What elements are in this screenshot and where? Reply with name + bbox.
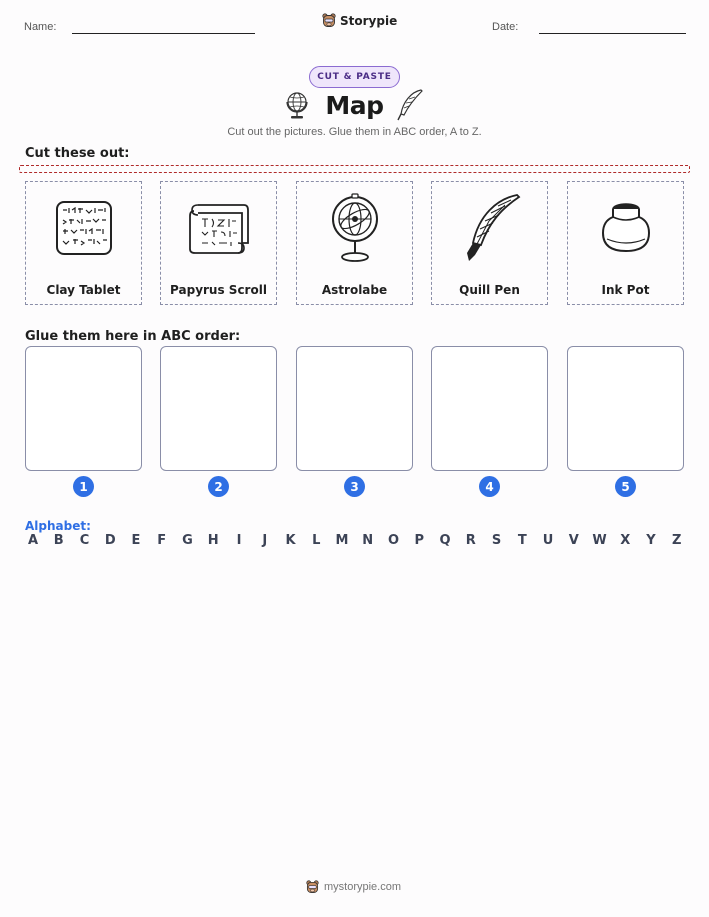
alphabet-letter: Q [439, 533, 451, 548]
date-line[interactable] [539, 33, 686, 34]
number-badge: 5 [615, 476, 636, 497]
card-label: Ink Pot [601, 283, 650, 297]
card-label: Astrolabe [321, 283, 388, 297]
alphabet-letter: F [157, 533, 167, 548]
alphabet-title: Alphabet: [25, 519, 91, 533]
ink-pot-icon [599, 199, 653, 257]
number-badge: 1 [73, 476, 94, 497]
alphabet-letter: V [568, 533, 579, 548]
glue-section-title: Glue them here in ABC order: [25, 329, 241, 344]
alphabet-letter: P [414, 533, 425, 548]
glue-box-1[interactable] [25, 346, 142, 471]
name-line[interactable] [72, 33, 255, 34]
page-title: Map [325, 91, 384, 120]
brand-logo [322, 13, 397, 28]
glue-box-3[interactable] [296, 346, 413, 471]
alphabet-letter: R [465, 533, 476, 548]
cut-card-astrolabe[interactable] [296, 181, 413, 305]
card-label: Papyrus Scroll [170, 283, 267, 297]
title-row [0, 88, 709, 128]
cut-card-papyrus-scroll[interactable] [160, 181, 277, 305]
alphabet-letter: C [79, 533, 90, 548]
storypie-bear-icon [322, 13, 336, 28]
cut-card-quill-pen[interactable] [431, 181, 548, 305]
glue-box-2[interactable] [160, 346, 277, 471]
alphabet-letter: D [104, 533, 116, 548]
glue-box-5[interactable] [567, 346, 684, 471]
alphabet-letter: H [207, 533, 219, 548]
alphabet-letter: N [362, 533, 374, 548]
card-label: Clay Tablet [46, 283, 121, 297]
card-label: Quill Pen [459, 283, 520, 297]
alphabet-letter: W [592, 533, 607, 548]
number-badge: 2 [208, 476, 229, 497]
alphabet-letter: O [387, 533, 400, 548]
alphabet-letter: E [131, 533, 141, 548]
storypie-bear-icon [306, 880, 319, 894]
alphabet-letter: M [335, 533, 349, 548]
quill-pen-icon [455, 191, 525, 265]
date-label: Date: [492, 21, 519, 33]
alphabet-letter: X [620, 533, 631, 548]
astrolabe-icon [328, 191, 382, 265]
alphabet-letter: B [53, 533, 64, 548]
footer-url[interactable]: mystorypie.com [324, 881, 402, 893]
alphabet-letter: S [491, 533, 502, 548]
alphabet-letter: U [542, 533, 554, 548]
brand-name: Storypie [340, 13, 398, 28]
cut-and-paste-tag: CUT & PASTE [309, 66, 400, 88]
alphabet-letter: T [517, 533, 527, 548]
cut-line [19, 165, 690, 173]
alphabet-letter: Z [672, 533, 682, 548]
name-label: Name: [24, 21, 57, 33]
glue-box-4[interactable] [431, 346, 548, 471]
number-badge: 4 [479, 476, 500, 497]
alphabet-letter: G [182, 533, 193, 548]
cut-section-title: Cut these out: [25, 146, 130, 161]
alphabet-letter: L [312, 533, 321, 548]
quill-icon [395, 88, 425, 122]
alphabet-letter: A [27, 533, 39, 548]
alphabet-row [25, 533, 685, 548]
papyrus-scroll-icon [186, 199, 252, 257]
alphabet-letter: Y [646, 533, 656, 548]
alphabet-letter: J [262, 533, 268, 548]
number-badge: 3 [344, 476, 365, 497]
clay-tablet-icon [53, 198, 115, 258]
alphabet-letter: K [285, 533, 296, 548]
cut-card-clay-tablet[interactable] [25, 181, 142, 305]
footer [306, 880, 401, 894]
cut-card-ink-pot[interactable] [567, 181, 684, 305]
instructions: Cut out the pictures. Glue them in ABC order, A to Z. [227, 126, 482, 138]
alphabet-letter: I [236, 533, 242, 548]
